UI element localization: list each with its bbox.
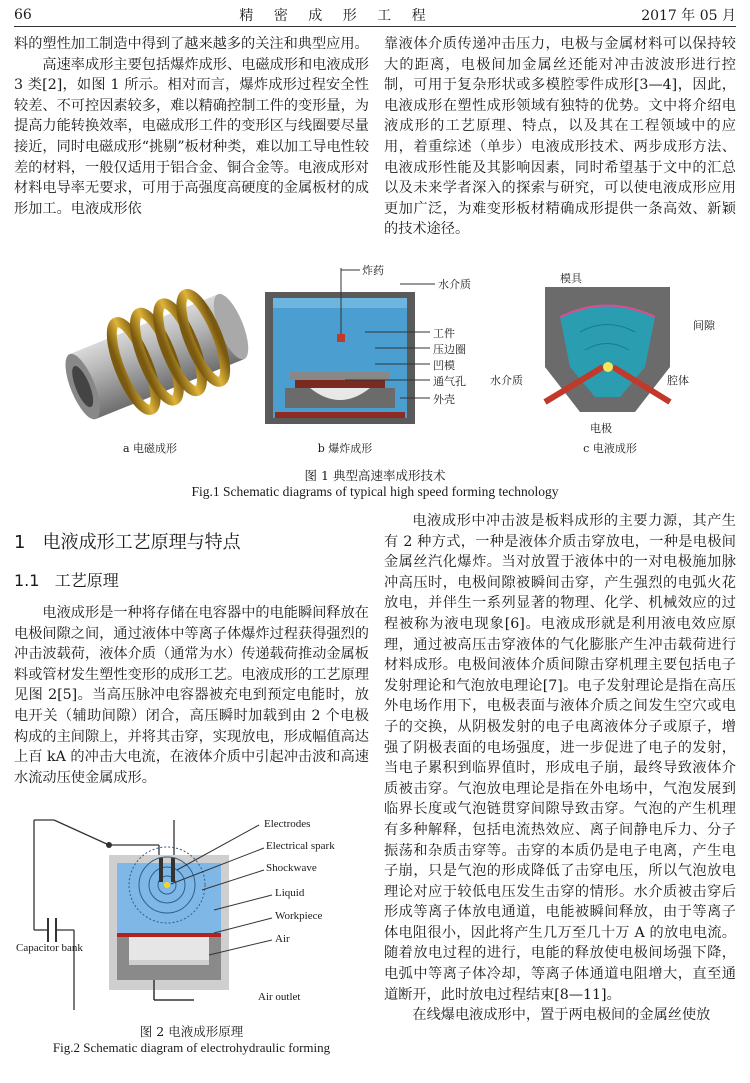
paragraph: 高速率成形主要包括爆炸成形、电磁成形和电液成形 3 类[2]，如图 1 所示。相对而言，爆炸成形过程安全性较差、不可控因素较多，难以精确控制工件的变形量，为提高力能转换效率，电磁成形工件的变形区与线圈要尽量接近，同时电磁成形“挑剔”板材种类，难以加工导电性较差的材料，一般仅适用于铝合金、铜合金等。电液成形对材料电导率无要求，可用于高强度高硬度的金属板材的成形加工。电液成形依	[14, 56, 370, 217]
section-1-1-heading	[14, 568, 119, 591]
figure-2-caption-en: Fig.2 Schematic diagram of electrohydraulic forming	[52, 1040, 331, 1055]
label-water-medium-c: 水介质	[490, 374, 523, 387]
label-explosive: 炸药	[362, 264, 384, 277]
electromagnetic-forming-illustration	[60, 267, 250, 437]
paragraph: 靠液体介质传递冲击压力，电极与金属材料可以保持较大的距离，电极间加金属丝还能对冲击波波形进行控制，可用于复杂形状或多模腔零件成形[3—4]，因此，电液成形在塑性成形领域有独特的优势。文中将介绍电液成形的工艺原理、特点，以及其在工程领域中的应用，着重综述（单步）电液成形技术、两步成形方法、电液成形性能及其影响因素，同时希望基于文中的汇总以及未来学者深入的探索与研究，可以使电液成形应用更加广泛，为难变形板材精确成形提供一条高效、新颖的技术途径。	[384, 36, 736, 238]
label-liquid: Liquid	[275, 887, 305, 899]
paragraph: 电液成形是一种将存储在电容器中的电能瞬间释放在电极间隙之间，通过液体中等离子体爆炸过程获得强烈的冲击波载荷，液体介质（通常为水）传递载荷推动金属板料或管材发生塑性变形的成形工艺。电液成形的工艺原理见图 2[5]。当高压脉冲电容器被充电到预定电能时，放电开关（辅助间隙）闭合，高压瞬时加载到由 2 个电极构成的主间隙上，并将其击穿，实现放电，形成幅值高达上百 kA 的冲击大电流，在液体介质中引起冲击波和高速水流动压使金属成形。	[14, 605, 369, 786]
label-water-medium: 水介质	[438, 278, 471, 291]
label-air: Air	[275, 933, 290, 945]
label-air-outlet: Air outlet	[258, 991, 301, 1003]
label-capacitor-bank: Capacitor bank	[16, 942, 83, 954]
journal-title: 精 密 成 形 工 程	[239, 8, 434, 24]
figure-1-caption-en: Fig.1 Schematic diagrams of typical high speed forming technology	[191, 484, 559, 499]
page-header	[14, 4, 736, 27]
label-gap: 间隙	[693, 319, 715, 332]
page-number: 66	[14, 7, 32, 23]
section-1-heading	[14, 528, 241, 554]
label-die: 凹模	[433, 359, 455, 372]
paragraph: 料的塑性加工制造中得到了越来越多的关注和典型应用。	[14, 36, 369, 52]
left-column-middle	[14, 603, 369, 788]
label-electrode: 电极	[590, 422, 612, 435]
electrohydraulic-forming-diagram	[14, 800, 354, 1015]
left-column-top	[14, 34, 369, 219]
section-1-title: 电液成形工艺原理与特点	[42, 532, 241, 553]
label-cavity: 腔体	[667, 374, 689, 387]
label-workpiece-fig2: Workpiece	[275, 910, 323, 922]
electrohydraulic-forming-illustration	[525, 272, 685, 432]
label-workpiece: 工件	[433, 327, 455, 340]
label-blank-holder: 压边圈	[433, 343, 466, 356]
issue-date: 2017 年 05 月	[641, 8, 736, 24]
right-column-top	[384, 34, 736, 240]
label-shockwave: Shockwave	[266, 862, 317, 874]
section-1-number: 1	[14, 532, 26, 553]
subfigure-b-label: b 爆炸成形	[317, 442, 373, 455]
subfigure-c-label: c 电液成形	[583, 442, 637, 455]
label-electrical-spark: Electrical spark	[266, 840, 335, 852]
label-shell: 外壳	[433, 393, 455, 406]
label-electrodes: Electrodes	[264, 818, 311, 830]
label-vent-hole: 通气孔	[433, 375, 466, 388]
right-column-middle	[384, 511, 736, 1026]
subfigure-a-label: a 电磁成形	[122, 442, 178, 455]
figure-2-caption-cn: 图 2 电液成形原理	[139, 1024, 244, 1039]
label-mold: 模具	[560, 272, 582, 285]
figure-1	[40, 262, 720, 462]
section-1-1-title: 工艺原理	[54, 571, 119, 590]
figure-1-caption-cn: 图 1 典型高速率成形技术	[304, 468, 446, 483]
paragraph: 电液成形中冲击波是板料成形的主要力源，其产生有 2 种方式，一种是液体介质击穿放电，一种是电极间金属丝汽化爆炸。当对放置于液体中的一对电极施加脉冲高压时，电极间隙被瞬间击穿，产生强烈的电弧火花放电，并伴生一系列显著的物理、化学、机械效应的过程被称为液电现象[6]。电液成形就是利用液电效应原理，通过被高压击穿液体的气化膨胀产生冲击载荷进行材料成形。电极间液体介质间隙击穿机理主要包括电子发射理论和气泡放电理论[7]。电子发射理论是指在高压外电场作用下，电极表面与液体介质之间发生空穴或电子的交换，从阴极发射的电子电离液体分子或原子，增强了阴极表面的电场强度，进一步促进了电子的发射，当电子累积到临界值时，形成电子崩，最终导致液体介质被击穿。气泡放电理论是指在外电场中，气泡发展到临界长度或气泡链贯穿间隙导致击穿。气泡的产生机理有多种解释，包括电流热效应、离子间静电斥力、分子振荡和杂质击穿等。击穿的本质仍是电子电离，产生电子崩，只是气泡的形成降低了击穿电压，所以气泡放电理论对应于较低电压发生击穿的情形。水介质被击穿后形成等离子体放电通道，电能被瞬间释放，由于等离子体电阻很小，因此将产生几万至几十万 A 的放电电流。随着放电过程的进行，电能的释放使电极间场强下降，电弧中等离子体冷却，等离子体通道电阻增大，直至通道断开，此时放电过程结束[8—11]。	[384, 513, 736, 1003]
paragraph: 在线爆电液成形中，置于两电极间的金属丝使放	[412, 1007, 711, 1024]
section-1-1-number: 1.1	[14, 571, 40, 590]
